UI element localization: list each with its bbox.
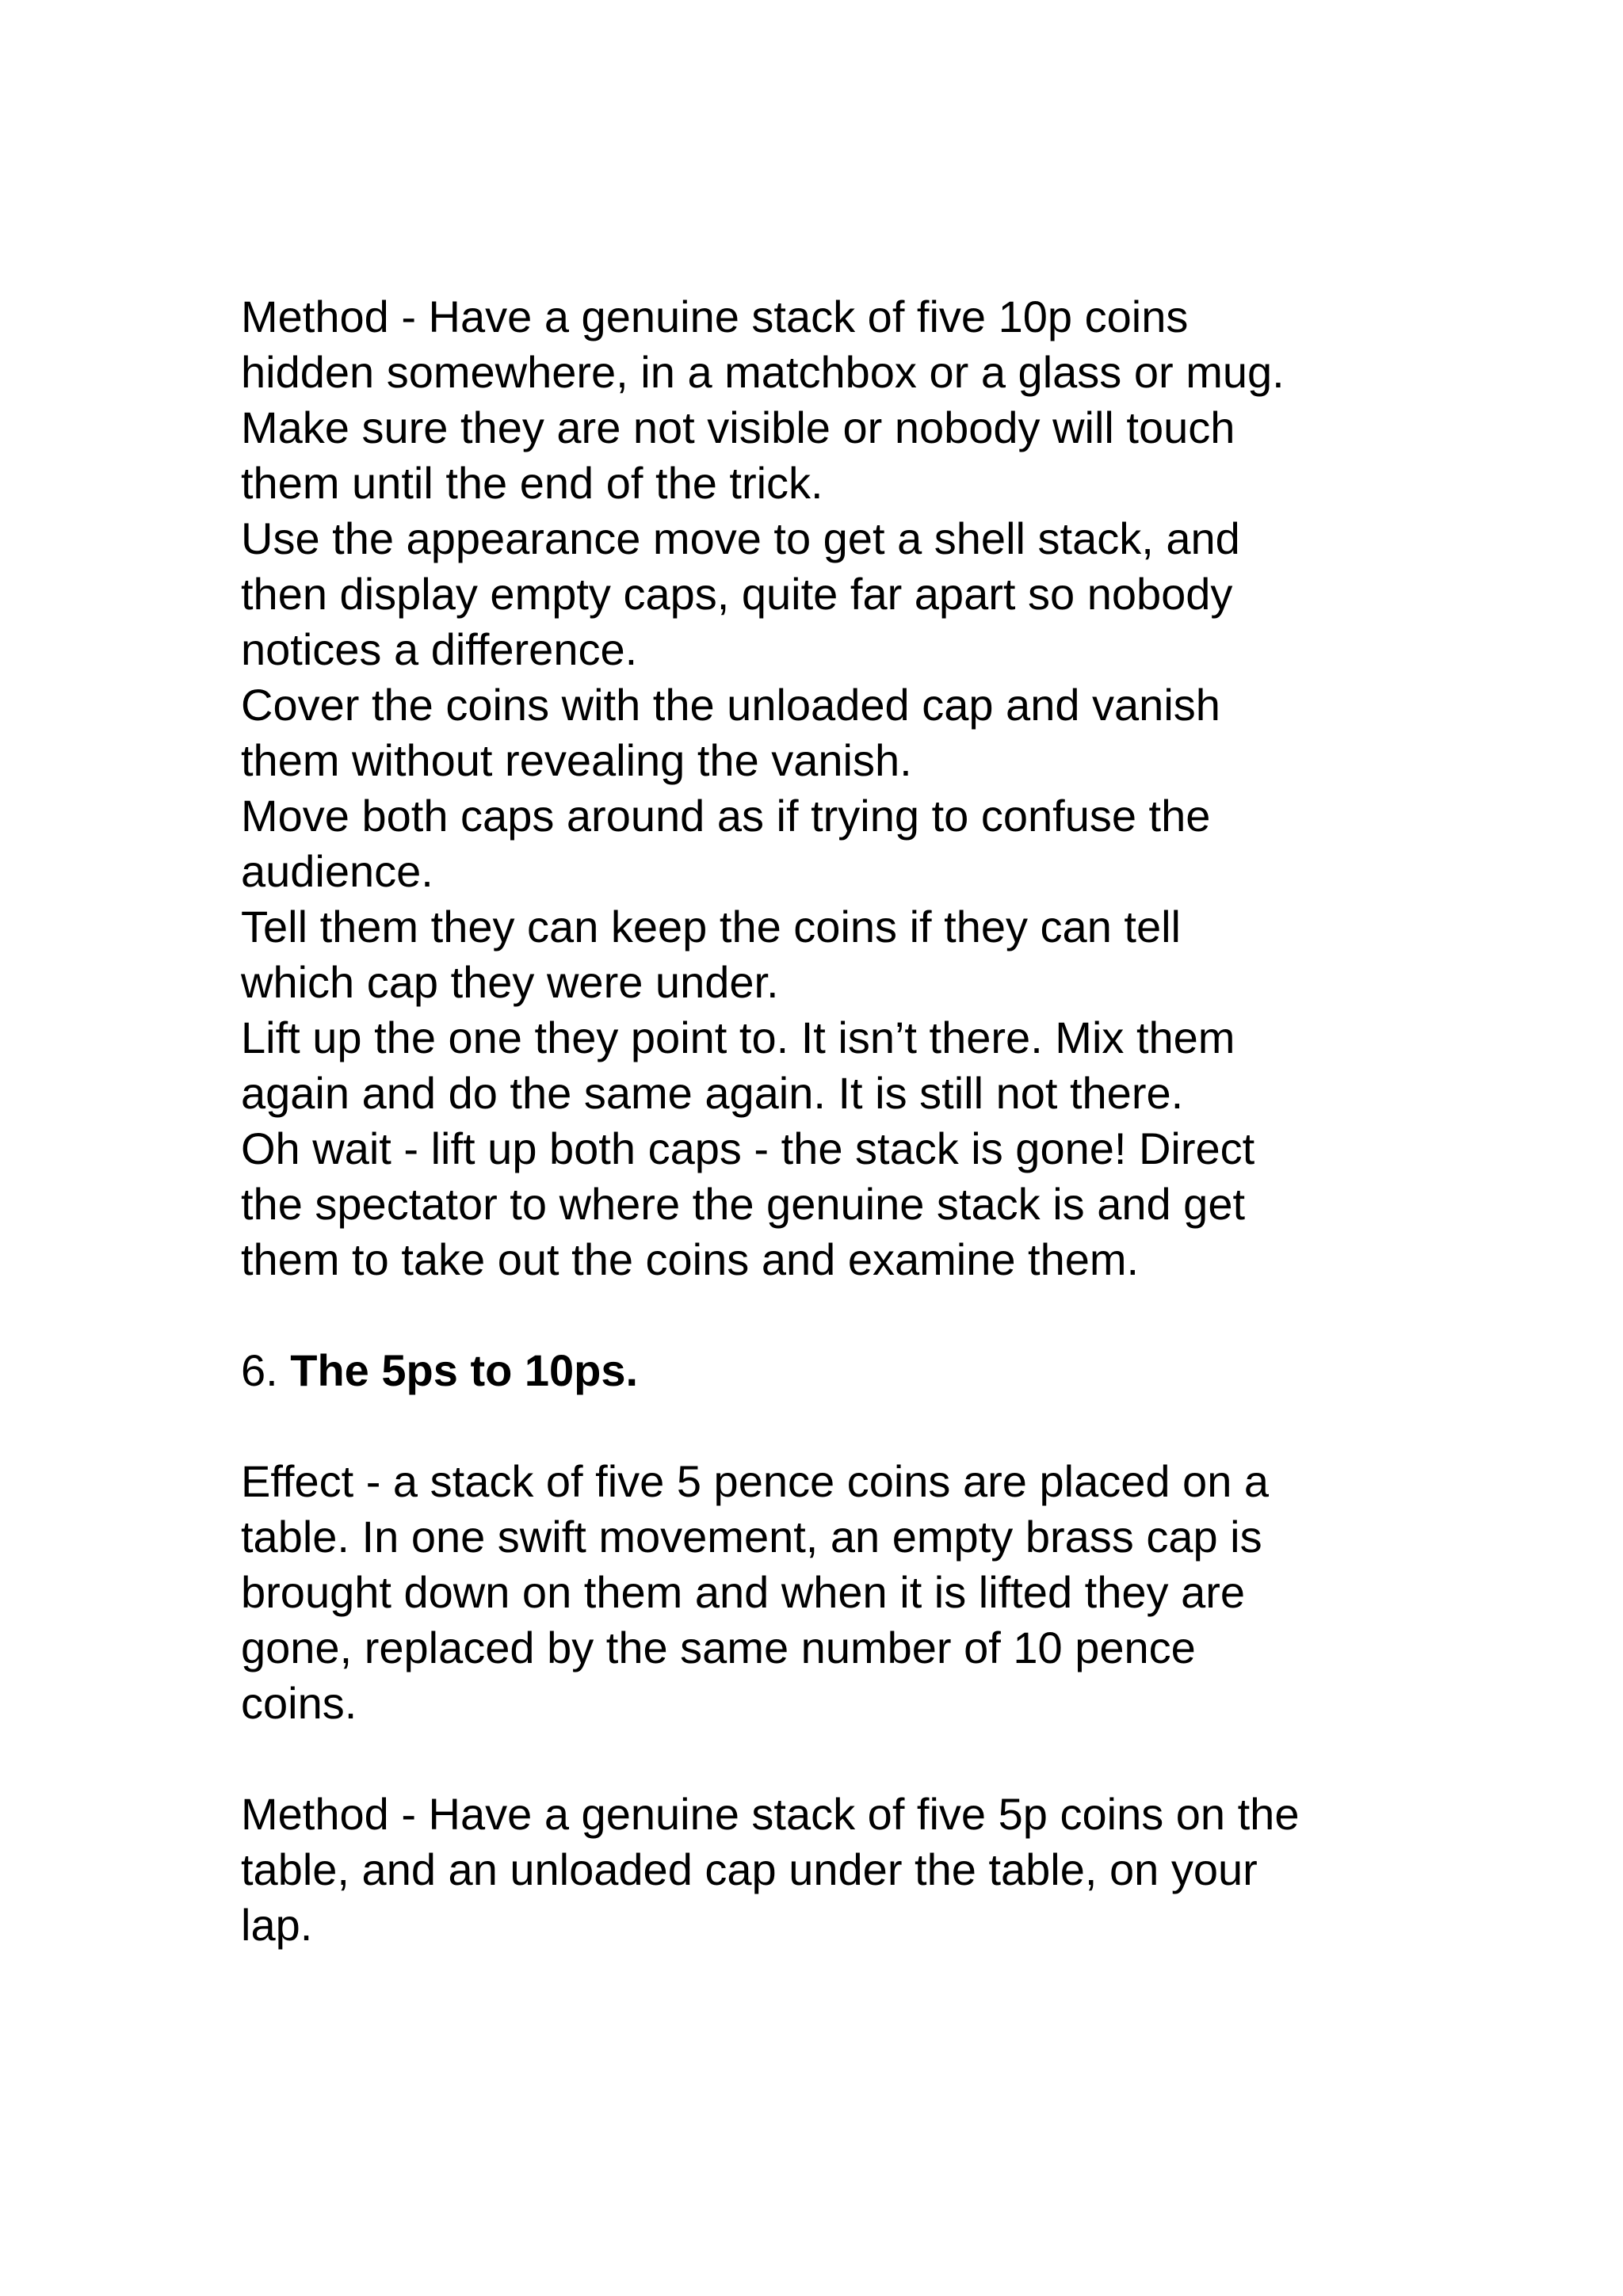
text-line: Move both caps around as if trying to confuse the — [241, 791, 1211, 841]
section-heading — [241, 1343, 1477, 1398]
section-number: 6. — [241, 1345, 278, 1395]
text-line: them until the end of the trick. — [241, 458, 823, 508]
text-line: then display empty caps, quite far apart so nobody — [241, 569, 1233, 619]
text-line: table, and an unloaded cap under the table, on your — [241, 1844, 1258, 1894]
text-line: notices a difference. — [241, 624, 638, 674]
text-line: Cover the coins with the unloaded cap and vanish — [241, 680, 1220, 730]
text-line: which cap they were under. — [241, 957, 779, 1007]
text-line: coins. — [241, 1678, 357, 1728]
paragraph-spacer — [241, 1287, 1477, 1343]
text-line: again and do the same again. It is still not there. — [241, 1068, 1184, 1118]
text-line: hidden somewhere, in a matchbox or a glass or mug. — [241, 347, 1285, 397]
text-line: brought down on them and when it is lifted they are — [241, 1567, 1245, 1617]
text-line: lap. — [241, 1900, 313, 1950]
method-paragraph-1 — [241, 289, 1477, 1287]
text-line: audience. — [241, 846, 433, 896]
text-line: Oh wait - lift up both caps - the stack is gone! Direct — [241, 1123, 1255, 1173]
text-line: Method - Have a genuine stack of five 5p coins on the — [241, 1789, 1300, 1839]
text-line: Effect - a stack of five 5 pence coins are placed on a — [241, 1456, 1270, 1506]
text-line: Lift up the one they point to. It isn’t there. Mix them — [241, 1013, 1235, 1062]
text-line: Tell them they can keep the coins if they can tell — [241, 902, 1181, 952]
text-line: the spectator to where the genuine stack is and get — [241, 1179, 1246, 1229]
text-line: them to take out the coins and examine them. — [241, 1234, 1140, 1284]
text-line: table. In one swift movement, an empty brass cap is — [241, 1512, 1262, 1562]
section-title: The 5ps to 10ps. — [290, 1345, 639, 1395]
text-line: gone, replaced by the same number of 10 pence — [241, 1623, 1196, 1672]
paragraph-spacer — [241, 1731, 1477, 1787]
text-line: Method - Have a genuine stack of five 10p coins — [241, 292, 1189, 341]
document-body — [241, 289, 1477, 1953]
effect-paragraph — [241, 1454, 1477, 1731]
text-line: Use the appearance move to get a shell stack, and — [241, 513, 1240, 563]
text-line: Make sure they are not visible or nobody will touch — [241, 402, 1235, 452]
text-line: them without revealing the vanish. — [241, 735, 912, 785]
method-paragraph-2 — [241, 1787, 1477, 1953]
paragraph-spacer — [241, 1398, 1477, 1454]
